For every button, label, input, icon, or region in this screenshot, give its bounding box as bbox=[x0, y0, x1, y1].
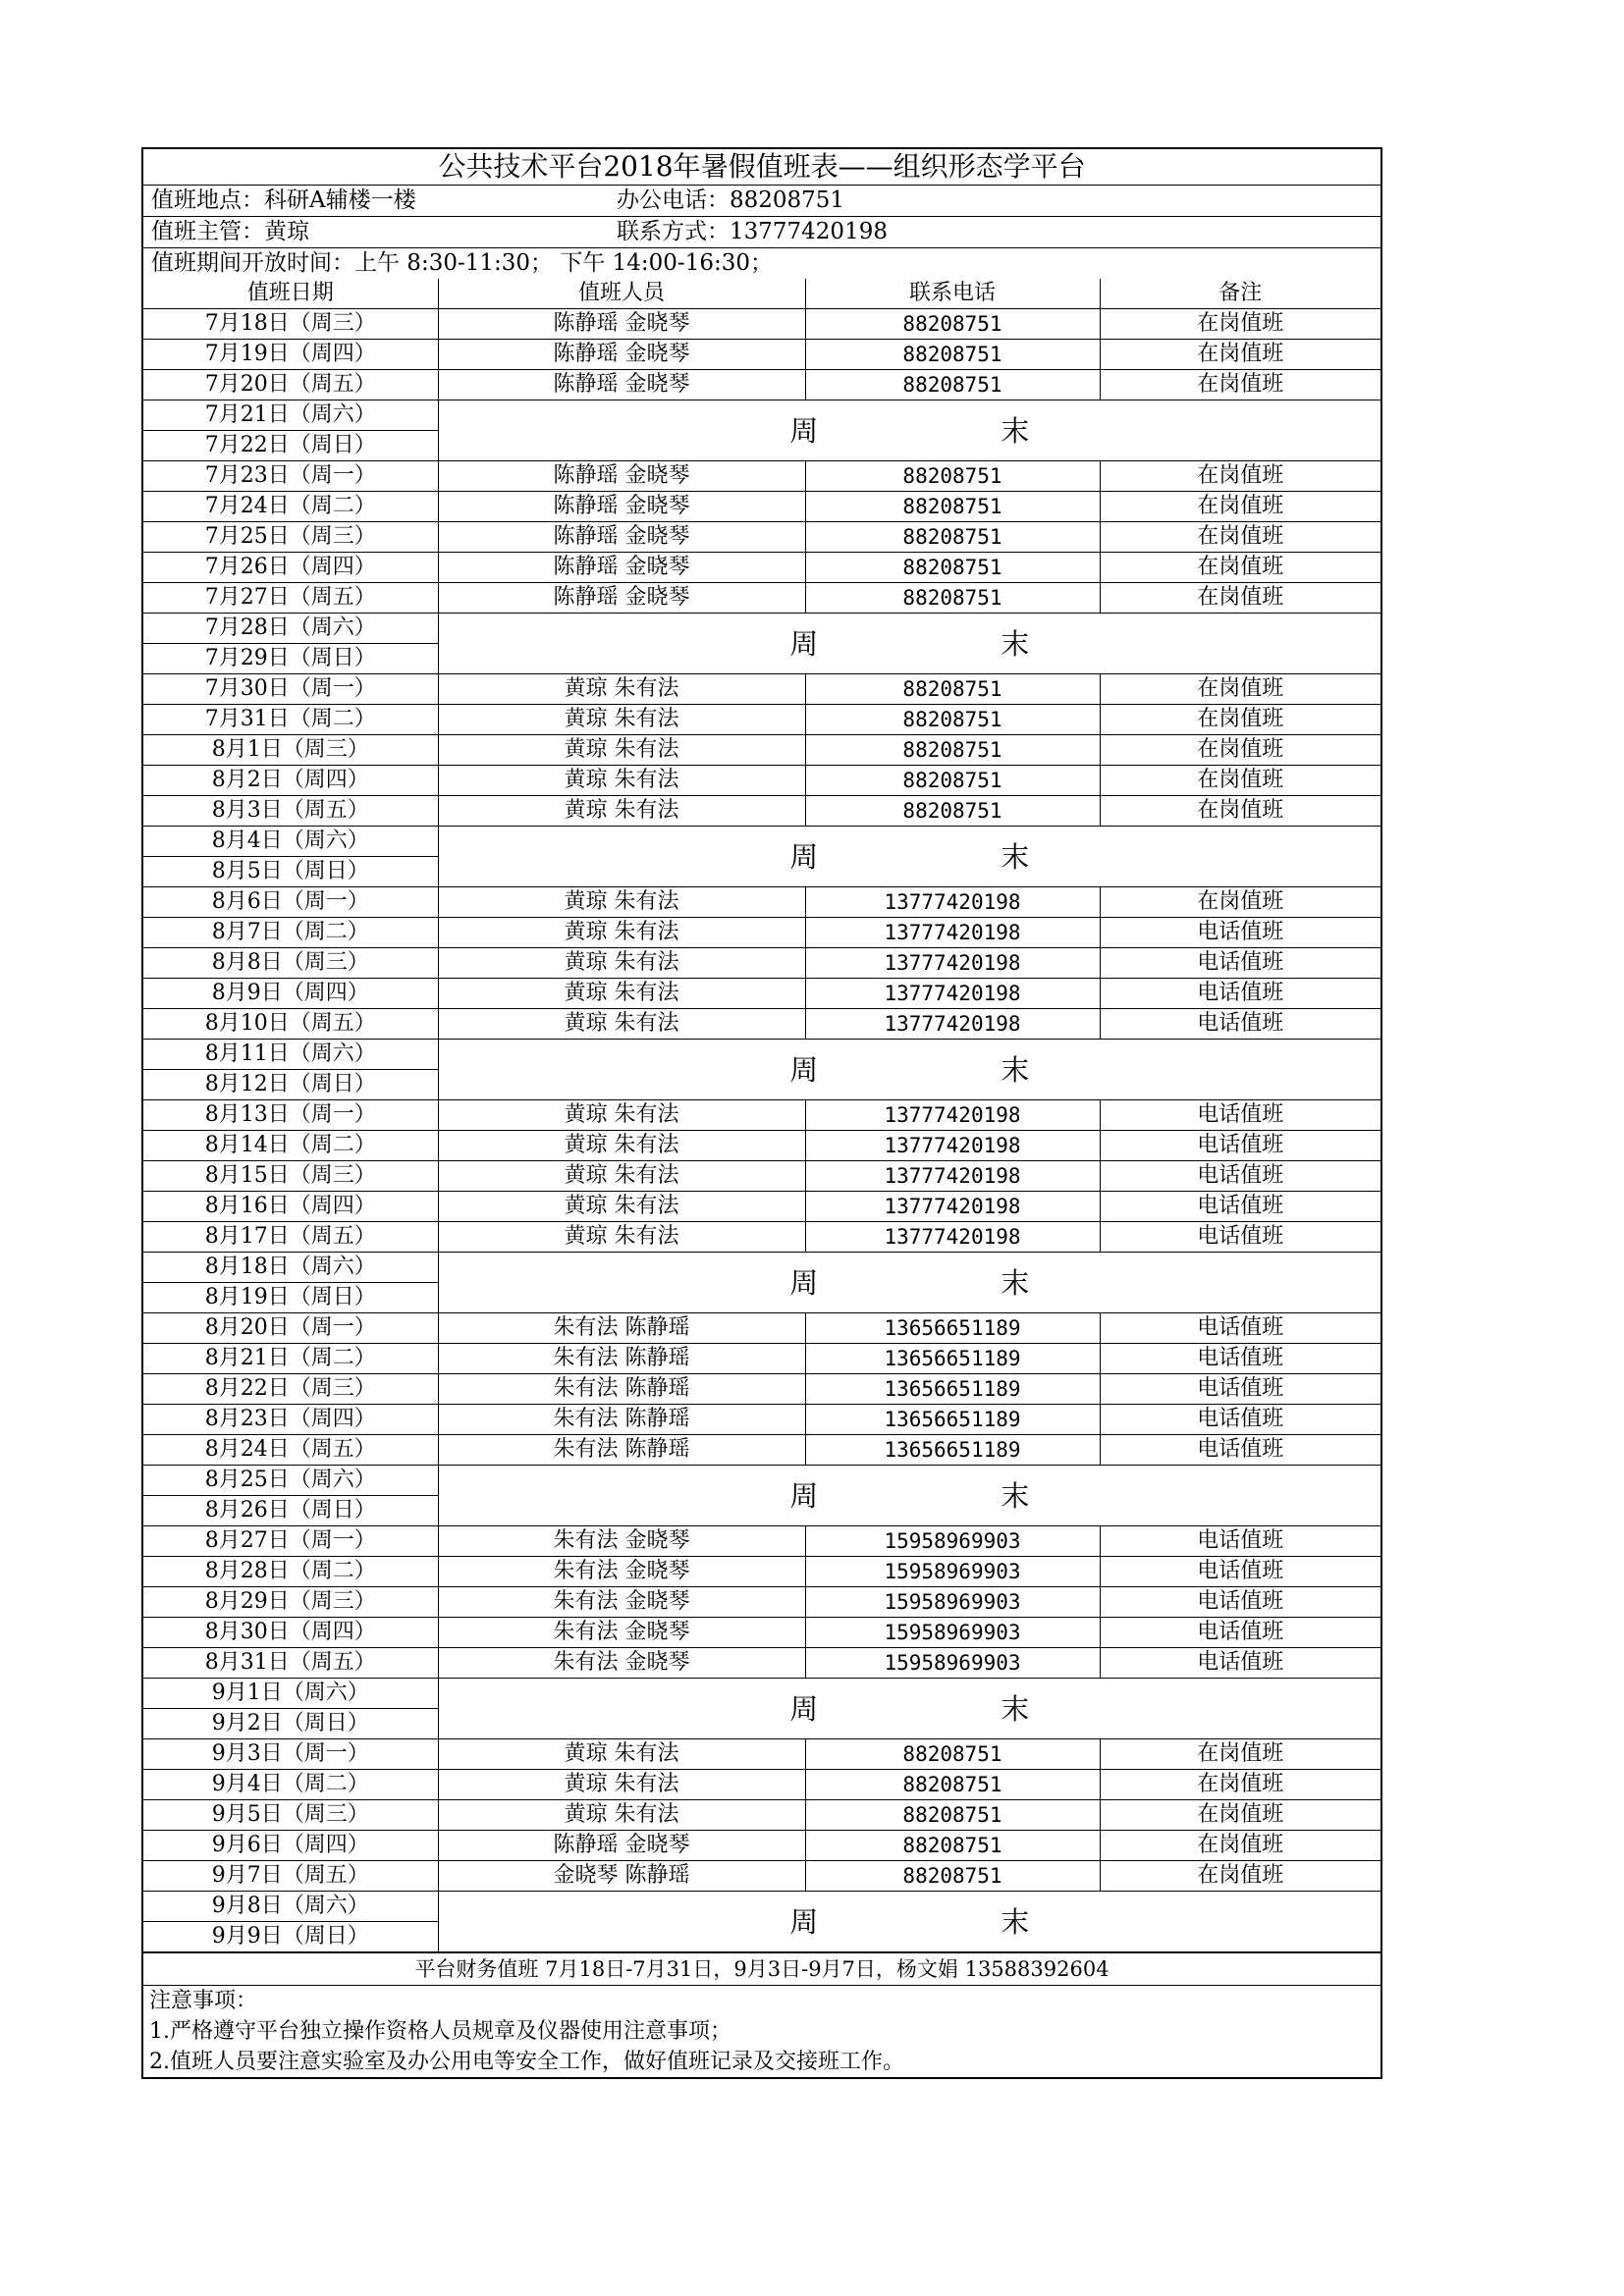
date-cell: 9月4日（周二） bbox=[143, 1770, 438, 1800]
date-cell: 8月11日（周六） bbox=[143, 1040, 438, 1070]
table-row bbox=[143, 674, 1380, 705]
staff-cell: 黄琼 朱有法 bbox=[438, 1100, 805, 1131]
table-row bbox=[143, 887, 1380, 918]
staff-cell: 陈静瑶 金晓琴 bbox=[438, 309, 805, 340]
date-cell: 8月17日（周五） bbox=[143, 1222, 438, 1253]
staff-cell: 黄琼 朱有法 bbox=[438, 1009, 805, 1040]
table-row bbox=[143, 553, 1380, 583]
note-cell: 在岗值班 bbox=[1100, 1800, 1380, 1831]
table-row bbox=[143, 827, 1380, 857]
note-cell: 在岗值班 bbox=[1100, 1739, 1380, 1770]
phone-cell: 88208751 bbox=[805, 1861, 1100, 1892]
phone-cell: 88208751 bbox=[805, 340, 1100, 370]
phone-cell: 15958969903 bbox=[805, 1557, 1100, 1587]
phone-cell: 13777420198 bbox=[805, 1222, 1100, 1253]
staff-cell: 陈静瑶 金晓琴 bbox=[438, 340, 805, 370]
date-cell: 7月23日（周一） bbox=[143, 461, 438, 492]
weekend-label-2: 末 bbox=[1001, 1265, 1030, 1300]
table-row bbox=[143, 1100, 1380, 1131]
phone-cell: 13777420198 bbox=[805, 1192, 1100, 1222]
phone-cell: 88208751 bbox=[805, 1739, 1100, 1770]
weekend-cell bbox=[438, 1253, 1380, 1313]
staff-cell: 黄琼 朱有法 bbox=[438, 1800, 805, 1831]
note-cell: 电话值班 bbox=[1100, 1009, 1380, 1040]
phone-cell: 88208751 bbox=[805, 674, 1100, 705]
date-cell: 9月8日（周六） bbox=[143, 1892, 438, 1922]
table-row bbox=[143, 1161, 1380, 1192]
phone-cell: 88208751 bbox=[805, 492, 1100, 522]
date-cell: 9月2日（周日） bbox=[143, 1709, 438, 1739]
note-cell: 在岗值班 bbox=[1100, 1770, 1380, 1800]
staff-cell: 陈静瑶 金晓琴 bbox=[438, 583, 805, 614]
staff-cell: 朱有法 金晓琴 bbox=[438, 1557, 805, 1587]
phone-cell: 88208751 bbox=[805, 370, 1100, 400]
phone-cell: 15958969903 bbox=[805, 1526, 1100, 1557]
table-row bbox=[143, 1800, 1380, 1831]
note-cell: 电话值班 bbox=[1100, 1374, 1380, 1405]
staff-cell: 朱有法 陈静瑶 bbox=[438, 1344, 805, 1374]
info-row-location bbox=[143, 186, 1380, 217]
supervisor-text: 值班主管：黄琼 bbox=[151, 219, 309, 244]
note-cell: 在岗值班 bbox=[1100, 705, 1380, 735]
weekend-label-2: 末 bbox=[1001, 1052, 1030, 1087]
table-row bbox=[143, 948, 1380, 979]
staff-cell: 黄琼 朱有法 bbox=[438, 1739, 805, 1770]
weekend-label-2: 末 bbox=[1001, 626, 1030, 661]
notes-item: 2.值班人员要注意实验室及办公用电等安全工作，做好值班记录及交接班工作。 bbox=[149, 2050, 904, 2074]
staff-cell: 陈静瑶 金晓琴 bbox=[438, 1831, 805, 1861]
table-row bbox=[143, 1892, 1380, 1922]
date-cell: 8月25日（周六） bbox=[143, 1466, 438, 1496]
staff-cell: 朱有法 陈静瑶 bbox=[438, 1435, 805, 1466]
duty-schedule-sheet bbox=[141, 147, 1382, 2079]
phone-cell: 13777420198 bbox=[805, 1100, 1100, 1131]
date-cell: 8月10日（周五） bbox=[143, 1009, 438, 1040]
phone-cell: 13656651189 bbox=[805, 1435, 1100, 1466]
table-row bbox=[143, 1648, 1380, 1679]
date-cell: 8月30日（周四） bbox=[143, 1618, 438, 1648]
date-cell: 8月21日（周二） bbox=[143, 1344, 438, 1374]
finance-duty-row: 平台财务值班 7月18日-7月31日，9月3日-9月7日，杨文娟 13588392604 bbox=[143, 1952, 1380, 1986]
weekend-label-2: 末 bbox=[1001, 839, 1030, 874]
table-row bbox=[143, 1253, 1380, 1283]
note-cell: 电话值班 bbox=[1100, 1648, 1380, 1679]
note-cell: 在岗值班 bbox=[1100, 796, 1380, 827]
staff-cell: 黄琼 朱有法 bbox=[438, 766, 805, 796]
date-cell: 8月26日（周日） bbox=[143, 1496, 438, 1526]
staff-cell: 金晓琴 陈静瑶 bbox=[438, 1861, 805, 1892]
table-row bbox=[143, 979, 1380, 1009]
note-cell: 在岗值班 bbox=[1100, 492, 1380, 522]
date-cell: 8月22日（周三） bbox=[143, 1374, 438, 1405]
phone-cell: 13777420198 bbox=[805, 887, 1100, 918]
date-cell: 7月18日（周三） bbox=[143, 309, 438, 340]
header-staff: 值班人员 bbox=[438, 279, 805, 309]
staff-cell: 陈静瑶 金晓琴 bbox=[438, 461, 805, 492]
date-cell: 7月20日（周五） bbox=[143, 370, 438, 400]
table-row bbox=[143, 1313, 1380, 1344]
sheet-title: 公共技术平台2018年暑假值班表——组织形态学平台 bbox=[143, 149, 1380, 186]
phone-cell: 13777420198 bbox=[805, 948, 1100, 979]
table-row bbox=[143, 918, 1380, 948]
date-cell: 8月20日（周一） bbox=[143, 1313, 438, 1344]
note-cell: 在岗值班 bbox=[1100, 370, 1380, 400]
office-phone-text: 办公电话：88208751 bbox=[617, 187, 845, 213]
date-cell: 8月9日（周四） bbox=[143, 979, 438, 1009]
phone-cell: 13777420198 bbox=[805, 1131, 1100, 1161]
table-row bbox=[143, 614, 1380, 644]
date-cell: 8月18日（周六） bbox=[143, 1253, 438, 1283]
note-cell: 电话值班 bbox=[1100, 1161, 1380, 1192]
staff-cell: 陈静瑶 金晓琴 bbox=[438, 492, 805, 522]
date-cell: 8月27日（周一） bbox=[143, 1526, 438, 1557]
note-cell: 在岗值班 bbox=[1100, 583, 1380, 614]
date-cell: 7月31日（周二） bbox=[143, 705, 438, 735]
staff-cell: 黄琼 朱有法 bbox=[438, 887, 805, 918]
phone-cell: 88208751 bbox=[805, 583, 1100, 614]
note-cell: 在岗值班 bbox=[1100, 735, 1380, 766]
contact-text: 联系方式：13777420198 bbox=[617, 219, 888, 244]
weekend-cell bbox=[438, 827, 1380, 887]
phone-cell: 88208751 bbox=[805, 1800, 1100, 1831]
note-cell: 在岗值班 bbox=[1100, 674, 1380, 705]
note-cell: 电话值班 bbox=[1100, 1344, 1380, 1374]
date-cell: 7月21日（周六） bbox=[143, 400, 438, 431]
date-cell: 8月19日（周日） bbox=[143, 1283, 438, 1313]
date-cell: 8月6日（周一） bbox=[143, 887, 438, 918]
note-cell: 电话值班 bbox=[1100, 1222, 1380, 1253]
weekend-label-1: 周 bbox=[789, 839, 819, 874]
staff-cell: 朱有法 陈静瑶 bbox=[438, 1313, 805, 1344]
date-cell: 7月30日（周一） bbox=[143, 674, 438, 705]
table-row bbox=[143, 1344, 1380, 1374]
table-row bbox=[143, 583, 1380, 614]
table-row bbox=[143, 309, 1380, 340]
table-row bbox=[143, 1131, 1380, 1161]
note-cell: 电话值班 bbox=[1100, 1100, 1380, 1131]
note-cell: 电话值班 bbox=[1100, 1618, 1380, 1648]
phone-cell: 88208751 bbox=[805, 1831, 1100, 1861]
weekend-label-1: 周 bbox=[789, 626, 819, 661]
phone-cell: 88208751 bbox=[805, 1770, 1100, 1800]
staff-cell: 朱有法 金晓琴 bbox=[438, 1618, 805, 1648]
phone-cell: 88208751 bbox=[805, 553, 1100, 583]
date-cell: 8月1日（周三） bbox=[143, 735, 438, 766]
notes-section bbox=[143, 1986, 1380, 2077]
weekend-cell bbox=[438, 1040, 1380, 1100]
date-cell: 7月25日（周三） bbox=[143, 522, 438, 553]
table-row bbox=[143, 1374, 1380, 1405]
note-cell: 在岗值班 bbox=[1100, 1831, 1380, 1861]
date-cell: 8月16日（周四） bbox=[143, 1192, 438, 1222]
note-cell: 在岗值班 bbox=[1100, 461, 1380, 492]
note-cell: 电话值班 bbox=[1100, 918, 1380, 948]
date-cell: 9月6日（周四） bbox=[143, 1831, 438, 1861]
note-cell: 电话值班 bbox=[1100, 1131, 1380, 1161]
weekend-cell bbox=[438, 614, 1380, 674]
header-note: 备注 bbox=[1100, 279, 1380, 309]
table-row bbox=[143, 1526, 1380, 1557]
note-cell: 电话值班 bbox=[1100, 948, 1380, 979]
date-cell: 7月27日（周五） bbox=[143, 583, 438, 614]
date-cell: 8月29日（周三） bbox=[143, 1587, 438, 1618]
table-row bbox=[143, 1770, 1380, 1800]
info-row-hours bbox=[143, 248, 1380, 279]
table-row bbox=[143, 1861, 1380, 1892]
phone-cell: 13656651189 bbox=[805, 1344, 1100, 1374]
table-row bbox=[143, 1405, 1380, 1435]
date-cell: 9月7日（周五） bbox=[143, 1861, 438, 1892]
table-row bbox=[143, 796, 1380, 827]
phone-cell: 88208751 bbox=[805, 309, 1100, 340]
date-cell: 8月28日（周二） bbox=[143, 1557, 438, 1587]
table-row bbox=[143, 1587, 1380, 1618]
table-row bbox=[143, 522, 1380, 553]
table-row bbox=[143, 1618, 1380, 1648]
note-cell: 电话值班 bbox=[1100, 1557, 1380, 1587]
staff-cell: 黄琼 朱有法 bbox=[438, 1192, 805, 1222]
staff-cell: 朱有法 陈静瑶 bbox=[438, 1405, 805, 1435]
date-cell: 8月4日（周六） bbox=[143, 827, 438, 857]
date-cell: 8月23日（周四） bbox=[143, 1405, 438, 1435]
staff-cell: 黄琼 朱有法 bbox=[438, 1161, 805, 1192]
staff-cell: 陈静瑶 金晓琴 bbox=[438, 522, 805, 553]
note-cell: 在岗值班 bbox=[1100, 887, 1380, 918]
staff-cell: 朱有法 金晓琴 bbox=[438, 1587, 805, 1618]
table-row bbox=[143, 1222, 1380, 1253]
table-row bbox=[143, 370, 1380, 400]
date-cell: 7月22日（周日） bbox=[143, 431, 438, 461]
note-cell: 电话值班 bbox=[1100, 1405, 1380, 1435]
date-cell: 7月28日（周六） bbox=[143, 614, 438, 644]
table-header-row bbox=[143, 279, 1380, 309]
date-cell: 7月24日（周二） bbox=[143, 492, 438, 522]
weekend-cell bbox=[438, 1466, 1380, 1526]
staff-cell: 黄琼 朱有法 bbox=[438, 735, 805, 766]
phone-cell: 13656651189 bbox=[805, 1313, 1100, 1344]
schedule-table bbox=[143, 279, 1380, 1952]
note-cell: 电话值班 bbox=[1100, 1526, 1380, 1557]
table-row bbox=[143, 705, 1380, 735]
header-date: 值班日期 bbox=[143, 279, 438, 309]
staff-cell: 黄琼 朱有法 bbox=[438, 1770, 805, 1800]
weekend-label-2: 末 bbox=[1001, 413, 1030, 448]
date-cell: 8月15日（周三） bbox=[143, 1161, 438, 1192]
table-row bbox=[143, 766, 1380, 796]
note-cell: 在岗值班 bbox=[1100, 766, 1380, 796]
weekend-label-1: 周 bbox=[789, 413, 819, 448]
table-row bbox=[143, 1435, 1380, 1466]
location-text: 值班地点：科研A辅楼一楼 bbox=[151, 187, 416, 213]
phone-cell: 13777420198 bbox=[805, 979, 1100, 1009]
staff-cell: 朱有法 陈静瑶 bbox=[438, 1374, 805, 1405]
weekend-label-2: 末 bbox=[1001, 1478, 1030, 1513]
hours-text: 值班期间开放时间：上午 8:30-11:30； 下午 14:00-16:30； bbox=[151, 250, 773, 276]
staff-cell: 黄琼 朱有法 bbox=[438, 705, 805, 735]
table-row bbox=[143, 1040, 1380, 1070]
table-row bbox=[143, 1009, 1380, 1040]
weekend-cell bbox=[438, 1892, 1380, 1952]
weekend-label-1: 周 bbox=[789, 1904, 819, 1939]
phone-cell: 13656651189 bbox=[805, 1405, 1100, 1435]
note-cell: 电话值班 bbox=[1100, 1587, 1380, 1618]
info-row-supervisor bbox=[143, 217, 1380, 248]
table-row bbox=[143, 340, 1380, 370]
table-row bbox=[143, 1192, 1380, 1222]
date-cell: 8月12日（周日） bbox=[143, 1070, 438, 1100]
date-cell: 7月19日（周四） bbox=[143, 340, 438, 370]
weekend-label-2: 末 bbox=[1001, 1904, 1030, 1939]
phone-cell: 13777420198 bbox=[805, 918, 1100, 948]
staff-cell: 黄琼 朱有法 bbox=[438, 1222, 805, 1253]
staff-cell: 朱有法 金晓琴 bbox=[438, 1526, 805, 1557]
phone-cell: 15958969903 bbox=[805, 1648, 1100, 1679]
note-cell: 电话值班 bbox=[1100, 1192, 1380, 1222]
table-row bbox=[143, 400, 1380, 431]
table-row bbox=[143, 1557, 1380, 1587]
staff-cell: 黄琼 朱有法 bbox=[438, 1131, 805, 1161]
weekend-label-1: 周 bbox=[789, 1691, 819, 1726]
phone-cell: 15958969903 bbox=[805, 1587, 1100, 1618]
phone-cell: 13777420198 bbox=[805, 1161, 1100, 1192]
phone-cell: 88208751 bbox=[805, 766, 1100, 796]
table-row bbox=[143, 461, 1380, 492]
note-cell: 在岗值班 bbox=[1100, 340, 1380, 370]
date-cell: 8月14日（周二） bbox=[143, 1131, 438, 1161]
date-cell: 9月3日（周一） bbox=[143, 1739, 438, 1770]
date-cell: 7月29日（周日） bbox=[143, 644, 438, 674]
date-cell: 8月8日（周三） bbox=[143, 948, 438, 979]
date-cell: 9月1日（周六） bbox=[143, 1679, 438, 1709]
phone-cell: 88208751 bbox=[805, 461, 1100, 492]
note-cell: 在岗值班 bbox=[1100, 309, 1380, 340]
staff-cell: 黄琼 朱有法 bbox=[438, 948, 805, 979]
note-cell: 电话值班 bbox=[1100, 1435, 1380, 1466]
staff-cell: 黄琼 朱有法 bbox=[438, 918, 805, 948]
table-row bbox=[143, 1831, 1380, 1861]
phone-cell: 13656651189 bbox=[805, 1374, 1100, 1405]
date-cell: 8月24日（周五） bbox=[143, 1435, 438, 1466]
notes-item: 1.严格遵守平台独立操作资格人员规章及仪器使用注意事项； bbox=[149, 2019, 731, 2044]
table-row bbox=[143, 1679, 1380, 1709]
notes-heading: 注意事项： bbox=[149, 1989, 258, 2013]
note-cell: 电话值班 bbox=[1100, 979, 1380, 1009]
phone-cell: 88208751 bbox=[805, 522, 1100, 553]
date-cell: 9月9日（周日） bbox=[143, 1922, 438, 1952]
header-phone: 联系电话 bbox=[805, 279, 1100, 309]
date-cell: 7月26日（周四） bbox=[143, 553, 438, 583]
date-cell: 8月2日（周四） bbox=[143, 766, 438, 796]
date-cell: 8月7日（周二） bbox=[143, 918, 438, 948]
weekend-cell bbox=[438, 1679, 1380, 1739]
weekend-label-2: 末 bbox=[1001, 1691, 1030, 1726]
phone-cell: 15958969903 bbox=[805, 1618, 1100, 1648]
note-cell: 在岗值班 bbox=[1100, 553, 1380, 583]
staff-cell: 朱有法 金晓琴 bbox=[438, 1648, 805, 1679]
staff-cell: 陈静瑶 金晓琴 bbox=[438, 553, 805, 583]
staff-cell: 黄琼 朱有法 bbox=[438, 674, 805, 705]
weekend-label-1: 周 bbox=[789, 1265, 819, 1300]
phone-cell: 88208751 bbox=[805, 735, 1100, 766]
note-cell: 在岗值班 bbox=[1100, 1861, 1380, 1892]
table-row bbox=[143, 1466, 1380, 1496]
staff-cell: 黄琼 朱有法 bbox=[438, 979, 805, 1009]
phone-cell: 88208751 bbox=[805, 705, 1100, 735]
date-cell: 8月31日（周五） bbox=[143, 1648, 438, 1679]
date-cell: 8月13日（周一） bbox=[143, 1100, 438, 1131]
weekend-cell bbox=[438, 400, 1380, 461]
staff-cell: 黄琼 朱有法 bbox=[438, 796, 805, 827]
weekend-label-1: 周 bbox=[789, 1478, 819, 1513]
table-row bbox=[143, 492, 1380, 522]
phone-cell: 88208751 bbox=[805, 796, 1100, 827]
staff-cell: 陈静瑶 金晓琴 bbox=[438, 370, 805, 400]
weekend-label-1: 周 bbox=[789, 1052, 819, 1087]
date-cell: 8月3日（周五） bbox=[143, 796, 438, 827]
note-cell: 电话值班 bbox=[1100, 1313, 1380, 1344]
phone-cell: 13777420198 bbox=[805, 1009, 1100, 1040]
note-cell: 在岗值班 bbox=[1100, 522, 1380, 553]
table-row bbox=[143, 1739, 1380, 1770]
table-row bbox=[143, 735, 1380, 766]
date-cell: 9月5日（周三） bbox=[143, 1800, 438, 1831]
date-cell: 8月5日（周日） bbox=[143, 857, 438, 887]
